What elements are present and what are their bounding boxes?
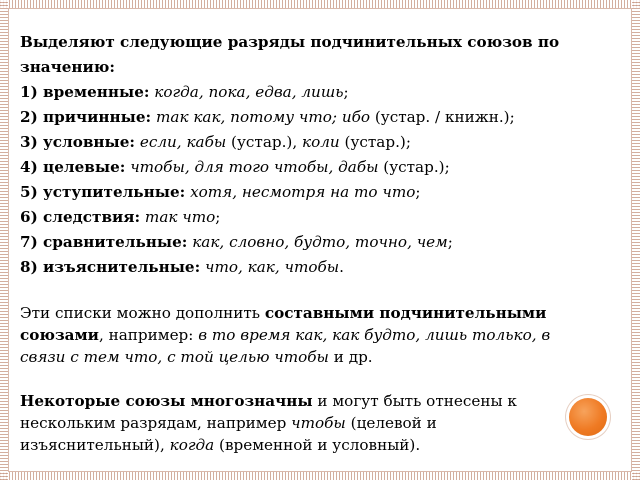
slide-content bbox=[20, 30, 610, 456]
item-label: уступительные: bbox=[43, 183, 186, 201]
para-bold: составными подчинительными bbox=[264, 304, 547, 322]
item-number: 3) bbox=[20, 133, 44, 151]
para-bold: союзами bbox=[20, 326, 99, 344]
para-text: изъяснительный), bbox=[20, 436, 170, 454]
item-tail: ; bbox=[415, 183, 421, 201]
list-item-concessive bbox=[20, 180, 610, 205]
item-number: 8) bbox=[20, 258, 44, 276]
item-examples: коли bbox=[302, 133, 340, 151]
para-bold: Некоторые союзы многозначны bbox=[20, 392, 313, 410]
item-label: временные: bbox=[43, 83, 150, 101]
para-italic: связи с тем что, с той целью чтобы bbox=[20, 348, 329, 366]
spacer bbox=[20, 368, 610, 390]
list-item-purpose bbox=[20, 155, 610, 180]
item-label: целевые: bbox=[43, 158, 126, 176]
para-italic: чтобы bbox=[291, 414, 346, 432]
list-item-consequence bbox=[20, 205, 610, 230]
orange-circle-decoration bbox=[569, 398, 607, 436]
item-number: 6) bbox=[20, 208, 44, 226]
item-label: следствия: bbox=[43, 208, 141, 226]
item-label: сравнительные: bbox=[43, 233, 188, 251]
frame-top-stripe bbox=[0, 0, 640, 8]
item-tail: ; bbox=[447, 233, 453, 251]
item-note: (устар.); bbox=[339, 133, 411, 151]
para-text: нескольким разрядам, например bbox=[20, 414, 292, 432]
para-italic: в то время как, как будто, лишь только, в bbox=[198, 326, 551, 344]
item-tail: (устар. / книжн.); bbox=[370, 108, 515, 126]
para-text: (временной и условный). bbox=[214, 436, 421, 454]
frame-inner-bottom-line bbox=[8, 471, 632, 472]
list-item-comparative bbox=[20, 230, 610, 255]
para-text: и др. bbox=[328, 348, 373, 366]
paragraph-compound-conjunctions bbox=[20, 302, 610, 368]
item-examples: так что bbox=[144, 208, 216, 226]
list-item-conditional bbox=[20, 130, 610, 155]
item-examples: чтобы, для того чтобы, дабы bbox=[130, 158, 379, 176]
item-examples: как, словно, будто, точно, чем bbox=[192, 233, 448, 251]
para-italic: когда bbox=[169, 436, 215, 454]
item-number: 7) bbox=[20, 233, 44, 251]
frame-inner-right-line bbox=[631, 8, 632, 472]
item-tail: (устар.); bbox=[378, 158, 450, 176]
item-tail: ; bbox=[343, 83, 349, 101]
heading-line-2: значению: bbox=[20, 58, 115, 76]
item-examples: хотя, несмотря на то что bbox=[190, 183, 416, 201]
frame-left-stripe bbox=[0, 0, 8, 480]
para-text: , например: bbox=[98, 326, 199, 344]
frame-inner-top-line bbox=[8, 8, 632, 9]
para-text: и могут быть отнесены к bbox=[312, 392, 517, 410]
item-tail: ; bbox=[215, 208, 221, 226]
list-item-causal bbox=[20, 105, 610, 130]
frame-bottom-stripe bbox=[0, 472, 640, 480]
spacer bbox=[20, 280, 610, 302]
list-item-explanatory bbox=[20, 255, 610, 280]
item-examples: когда, пока, едва, лишь bbox=[154, 83, 344, 101]
list-item-temporal bbox=[20, 80, 610, 105]
item-label: изъяснительные: bbox=[43, 258, 201, 276]
frame-right-stripe bbox=[632, 0, 640, 480]
para-text: Эти списки можно дополнить bbox=[20, 304, 265, 322]
item-examples: что, как, чтобы bbox=[205, 258, 340, 276]
item-note: (устар.), bbox=[226, 133, 303, 151]
frame-inner-left-line bbox=[8, 8, 9, 472]
item-number: 5) bbox=[20, 183, 44, 201]
item-examples: так как, потому что; ибо bbox=[155, 108, 371, 126]
item-label: причинные: bbox=[43, 108, 152, 126]
item-number: 2) bbox=[20, 108, 44, 126]
paragraph-polysemous-conjunctions bbox=[20, 390, 610, 456]
heading-line-1: Выделяют следующие разряды подчинительных союзов по bbox=[20, 33, 560, 51]
item-tail: . bbox=[339, 258, 344, 276]
item-label: условные: bbox=[43, 133, 136, 151]
item-number: 4) bbox=[20, 158, 44, 176]
item-examples: если, кабы bbox=[139, 133, 227, 151]
para-text: (целевой и bbox=[345, 414, 437, 432]
item-number: 1) bbox=[20, 83, 44, 101]
